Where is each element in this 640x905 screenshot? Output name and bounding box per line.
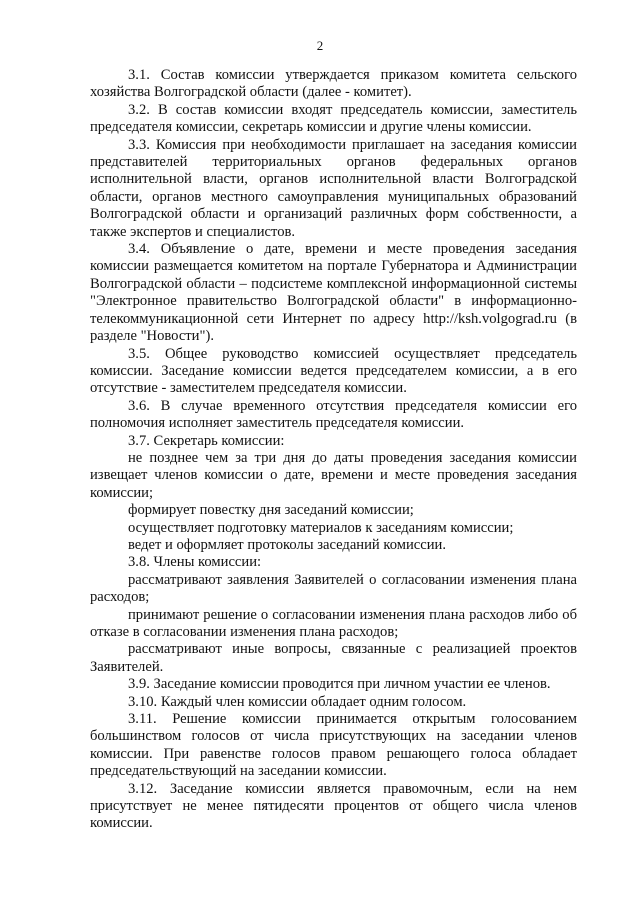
paragraph-3-5: 3.5. Общее руководство комиссией осуществляет председатель комиссии. Заседание комиссии ведется председателем комиссии, а в его отсутствие - заместителем председателя комиссии.	[90, 345, 577, 397]
paragraph-3-3: 3.3. Комиссия при необходимости приглашает на заседания комиссии представителей территориальных органов федеральных органов исполнительной власти, органов исполнительной власти Волгоградской области, органов местного самоуправления муниципальных образований Волгоградской области и организаций различных форм собственности, а также экспертов и специалистов.	[90, 136, 577, 240]
paragraph-3-12: 3.12. Заседание комиссии является правомочным, если на нем присутствует не менее пятидесяти процентов от общего числа членов комиссии.	[90, 780, 577, 832]
paragraph-3-1: 3.1. Состав комиссии утверждается приказом комитета сельского хозяйства Волгоградской области (далее - комитет).	[90, 67, 577, 101]
list-item: рассматривают иные вопросы, связанные с реализацией проектов Заявителей.	[90, 641, 577, 675]
list-item: ведет и оформляет протоколы заседаний комиссии.	[128, 536, 447, 553]
list-item: осуществляет подготовку материалов к заседаниям комиссии;	[128, 519, 514, 536]
list-item: рассматривают заявления Заявителей о согласовании изменения плана расходов;	[90, 571, 577, 606]
document-body	[90, 67, 577, 833]
paragraph-3-9: 3.9. Заседание комиссии проводится при личном участии ее членов.	[128, 676, 551, 693]
paragraph-3-8: 3.8. Члены комиссии:	[128, 554, 262, 571]
list-item: не позднее чем за три дня до даты проведения заседания комиссии извещает членов комиссии о дате, времени и месте проведения заседания комиссии;	[90, 449, 577, 501]
paragraph-3-11: 3.11. Решение комиссии принимается открытым голосованием большинством голосов от числа присутствующих на заседании членов комиссии. При равенстве голосов правом решающего голоса обладает председательствующий на заседании комиссии.	[90, 711, 577, 780]
paragraph-3-7: 3.7. Секретарь комиссии:	[128, 432, 285, 449]
paragraph-3-4: 3.4. Объявление о дате, времени и месте проведения заседания комиссии размещается комитетом на портале Губернатора и Администрации Волгоградской области – подсистеме комплексной информационной системы "Электронное правительство Волгоградской области" в информационно-телекоммуникационной сети Интернет по адресу http://ksh.volgograd.ru (в разделе "Новости").	[90, 241, 577, 345]
paragraph-3-10: 3.10. Каждый член комиссии обладает одним голосом.	[128, 693, 467, 710]
list-item: принимают решение о согласовании изменения плана расходов либо об отказе в согласовании изменения плана расходов;	[90, 606, 577, 640]
paragraph-3-2: 3.2. В состав комиссии входят председатель комиссии, заместитель председателя комиссии, секретарь комиссии и другие члены комиссии.	[90, 101, 577, 136]
list-item: формирует повестку дня заседаний комиссии;	[128, 502, 414, 519]
page-number: 2	[316, 38, 324, 53]
paragraph-3-6: 3.6. В случае временного отсутствия председателя комиссии его полномочия исполняет заместитель председателя комиссии.	[90, 397, 577, 432]
